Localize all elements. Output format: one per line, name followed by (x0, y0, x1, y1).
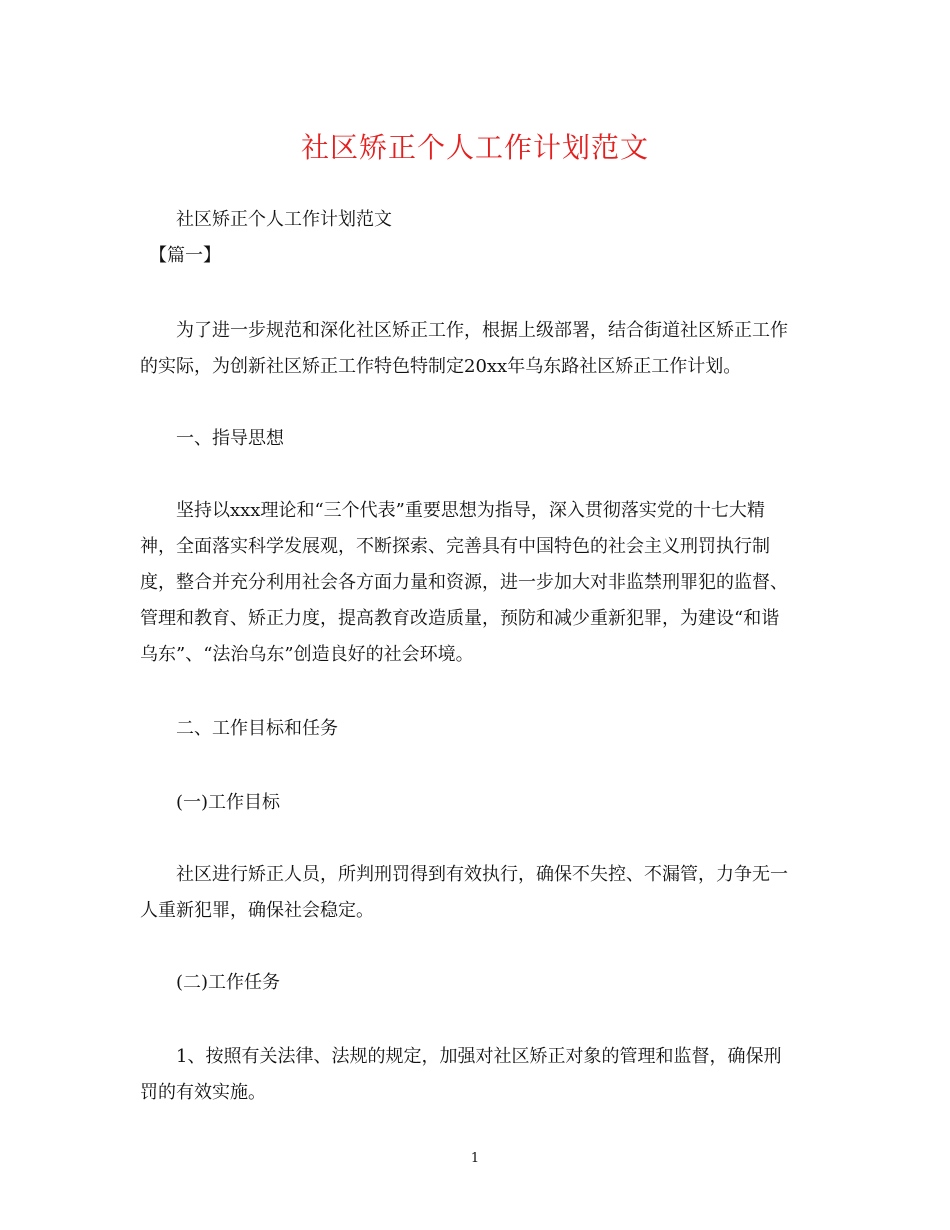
heading-work-goals: (一)工作目标 (140, 792, 281, 813)
intro-line-2: 的实际，为创新社区矫正工作特色特制定20xx年乌东路社区矫正工作计划。 (140, 356, 742, 377)
guiding-line-1: 坚持以xxx理论和“三个代表”重要思想为指导，深入贯彻落实党的十七大精 (140, 500, 765, 521)
task-line-1: 1、按照有关法律、法规的规定，加强对社区矫正对象的管理和监督，确保刑 (140, 1046, 782, 1067)
subtitle (140, 207, 820, 233)
heading-guiding-principle: 一、指导思想 (140, 428, 284, 449)
guiding-line-2: 神，全面落实科学发展观，不断探索、完善具有中国特色的社会主义刑罚执行制 (140, 536, 770, 557)
section-marker-text: 【篇一】 (158, 245, 221, 266)
guiding-line-4: 管理和教育、矫正力度，提高教育改造质量，预防和减少重新犯罪，为建设“和谐 (140, 608, 780, 629)
guiding-line-3: 度，整合并充分利用社会各方面力量和资源，进一步加大对非监禁刑罪犯的监督、 (140, 572, 788, 593)
intro-line-1: 为了进一步规范和深化社区矫正工作，根据上级部署，结合街道社区矫正工作 (140, 320, 788, 341)
subtitle-text: 社区矫正个人工作计划范文 (176, 209, 392, 230)
heading-goals-and-tasks: 二、工作目标和任务 (140, 718, 338, 739)
task-line-2: 罚的有效实施。 (140, 1082, 266, 1103)
guiding-line-5: 乌东”、“法治乌东”创造良好的社会环境。 (140, 644, 474, 665)
page-number: 1 (470, 1151, 480, 1166)
goal-line-1: 社区进行矫正人员，所判刑罚得到有效执行，确保不失控、不漏管，力争无一 (140, 864, 788, 885)
goal-line-2: 人重新犯罪，确保社会稳定。 (140, 900, 374, 921)
section-marker (140, 243, 820, 269)
document-title: 社区矫正个人工作计划范文 (300, 131, 649, 164)
heading-work-tasks: (二)工作任务 (140, 972, 281, 993)
